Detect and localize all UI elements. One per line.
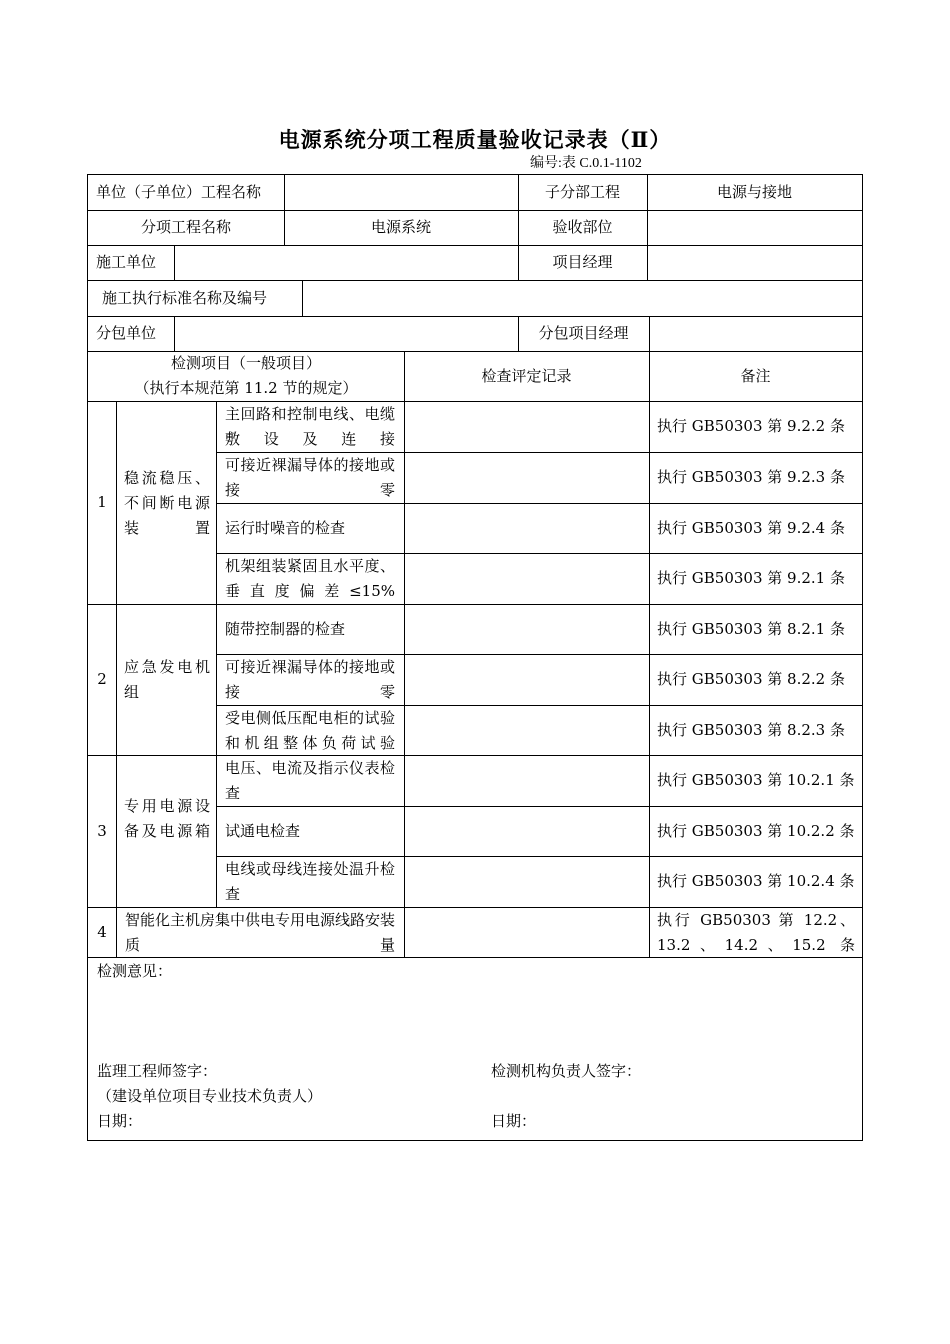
record-field[interactable] [404, 806, 649, 856]
record-field[interactable] [404, 755, 649, 806]
form-code: 编号:表 C.0.1-1102 [530, 156, 642, 171]
group-number: 2 [97, 670, 107, 688]
remark-text: 执行 GB50303 第 10.2.2 条 [657, 821, 855, 840]
remark-text: 执行 GB50303 第 8.2.2 条 [657, 670, 845, 688]
item-header-line2: （执行本规范第 11.2 节的规定） [134, 379, 358, 397]
check-item: 试通电检查 [225, 821, 301, 840]
sub-manager-field[interactable] [649, 316, 862, 351]
record-field[interactable] [404, 604, 649, 654]
check-item: 电线或母线连接处温升检查 [225, 860, 395, 903]
item-header-line1: 检测项目（一般项目） [170, 354, 321, 372]
form-table [87, 174, 863, 1141]
project-manager-label: 项目经理 [552, 253, 613, 271]
subcontractor-label: 分包单位 [96, 324, 157, 342]
date-label-right: 日期： [491, 1112, 537, 1130]
unit-name-field[interactable] [284, 175, 518, 210]
check-item: 机架组装紧固且水平度、垂直度偏差≤15% [225, 557, 395, 600]
record-field[interactable] [404, 452, 649, 503]
acceptance-part-field[interactable] [647, 210, 862, 245]
subitem-name-field[interactable]: 电源系统 [370, 218, 431, 236]
column-header-record: 检查评定记录 [481, 366, 572, 385]
check-item: 可接近裸漏导体的接地或接零 [225, 456, 395, 499]
remark-text: 执行 GB50303 第 9.2.4 条 [657, 518, 845, 537]
subcontractor-field[interactable] [174, 316, 518, 351]
date-label-left: 日期： [97, 1112, 143, 1130]
record-field[interactable] [404, 401, 649, 452]
standard-label: 施工执行标准名称及编号 [102, 288, 268, 307]
group-name: 稳流稳压、不间断电源装置 [124, 469, 210, 537]
remark-text: 执行 GB50303 第 10.2.4 条 [657, 872, 855, 890]
agency-signature-label: 检测机构负责人签字： [491, 1062, 642, 1080]
remark-text: 执行 GB50303 第 9.2.3 条 [657, 468, 845, 486]
check-item: 运行时噪音的检查 [225, 518, 346, 537]
remark-text: 执行 GB50303 第 10.2.1 条 [657, 771, 855, 789]
page-title: 电源系统分项工程质量验收记录表（Ⅱ） [278, 127, 672, 152]
construction-unit-label: 施工单位 [96, 253, 157, 271]
unit-name-label: 单位（子单位）工程名称 [96, 183, 262, 201]
subitem-name-label: 分项工程名称 [140, 218, 231, 236]
remark-text: 执行 GB50303 第 8.2.3 条 [657, 720, 845, 739]
record-field[interactable] [404, 705, 649, 755]
group-number: 4 [97, 922, 107, 941]
opinion-label: 检测意见： [97, 962, 173, 980]
group-number: 3 [97, 821, 107, 840]
remark-text: 执行 GB50303 第 9.2.1 条 [657, 569, 845, 587]
subdivision-label: 子分部工程 [544, 183, 620, 201]
supervisor-note: （建设单位项目专业技术负责人） [97, 1087, 323, 1105]
record-field[interactable] [404, 503, 649, 553]
record-field[interactable] [404, 907, 649, 957]
check-item: 电压、电流及指示仪表检查 [225, 759, 395, 802]
subdivision-field[interactable]: 电源与接地 [716, 183, 792, 201]
column-header-item [88, 351, 404, 401]
record-field[interactable] [404, 553, 649, 604]
project-manager-field[interactable] [647, 245, 862, 280]
group-name: 专用电源设备及电源箱 [124, 797, 210, 840]
record-field[interactable] [404, 856, 649, 907]
group-name: 应急发电机组 [124, 658, 210, 701]
group-number: 1 [97, 493, 107, 511]
check-item: 主回路和控制电线、电缆敷设及连接 [225, 405, 395, 448]
record-field[interactable] [404, 654, 649, 705]
check-item: 智能化主机房集中供电专用电源线路安装质量 [125, 911, 396, 954]
check-item: 受电侧低压配电柜的试验和机组整体负荷试验 [225, 709, 395, 752]
construction-unit-field[interactable] [174, 245, 518, 280]
remark-text: 执行 GB50303 第 12.2、13.2、14.2、15.2 条 [657, 911, 855, 954]
remark-text: 执行 GB50303 第 9.2.2 条 [657, 417, 845, 435]
column-header-remark: 备注 [740, 366, 771, 385]
check-item: 可接近裸漏导体的接地或接零 [225, 658, 395, 701]
sub-manager-label: 分包项目经理 [538, 324, 629, 342]
supervisor-signature-label: 监理工程师签字： [97, 1062, 218, 1080]
acceptance-part-label: 验收部位 [552, 218, 613, 236]
check-item: 随带控制器的检查 [225, 619, 346, 638]
remark-text: 执行 GB50303 第 8.2.1 条 [657, 619, 845, 638]
standard-field[interactable] [302, 280, 862, 316]
